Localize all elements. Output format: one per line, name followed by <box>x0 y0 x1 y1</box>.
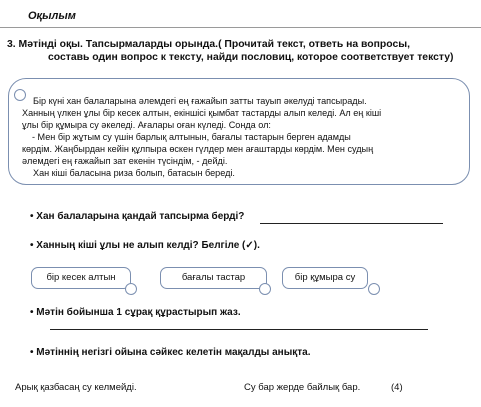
option-checkbox-circle[interactable] <box>259 283 271 295</box>
reading-line: әлемдегі ең ғажайып зат екенін түсіндім, - дейді. <box>22 156 228 166</box>
reading-line: көрдім. Жаңбырдан кейін құлпыра өскен гүлдер мен ағаштарды көрдім. Мен судың <box>22 144 374 154</box>
question-1: • Хан балаларына қандай тапсырма берді? <box>30 211 245 222</box>
answer-line-3[interactable] <box>50 329 428 330</box>
reading-line: Ханның үлкен ұлы бір кесек алтын, екіншісі қымбат тастарды алып келеді. Ал ең кіші <box>22 108 382 118</box>
header-divider <box>0 27 481 28</box>
proverb-1: Арық қазбасаң су келмейді. <box>15 382 137 393</box>
task-instruction-line-2: составь один вопрос к тексту, найди пословиц, которое соответствует тексту) <box>48 52 454 63</box>
reading-line: ұлы бір құмыра су әкеледі. Ағалары оған күледі. Сонда ол: <box>22 120 271 130</box>
points-label: (4) <box>391 382 403 393</box>
option-jug-of-water[interactable]: бір құмыра су <box>282 267 368 289</box>
question-3: • Мәтін бойынша 1 сұрақ құрастырып жаз. <box>30 307 241 318</box>
frame-circle-decoration <box>14 89 26 101</box>
option-checkbox-circle[interactable] <box>125 283 137 295</box>
question-4: • Мәтіннің негізгі ойына сәйкес келетін мақалды анықта. <box>30 347 311 358</box>
section-title: Оқылым <box>28 10 76 22</box>
reading-line: - Мен бір жұтым су үшін барлық алтынын, бағалы тастарын берген адамды <box>32 132 351 142</box>
option-precious-stones[interactable]: бағалы тастар <box>160 267 267 289</box>
answer-line-1[interactable] <box>260 223 443 224</box>
option-checkbox-circle[interactable] <box>368 283 380 295</box>
option-gold-piece[interactable]: бір кесек алтын <box>31 267 131 289</box>
reading-line: Бір күні хан балаларына әлемдегі ең ғажайып затты тауып әкелуді тапсырады. <box>33 96 367 106</box>
task-instruction-line-1: 3. Мәтінді оқы. Тапсырмаларды орында.( Прочитай текст, ответь на вопросы, <box>7 39 411 50</box>
reading-line: Хан кіші баласына риза болып, батасын береді. <box>33 168 235 178</box>
question-2: • Ханның кіші ұлы не алып келді? Белгіле (✓). <box>30 240 260 251</box>
proverb-2: Су бар жерде байлық бар. <box>244 382 361 393</box>
